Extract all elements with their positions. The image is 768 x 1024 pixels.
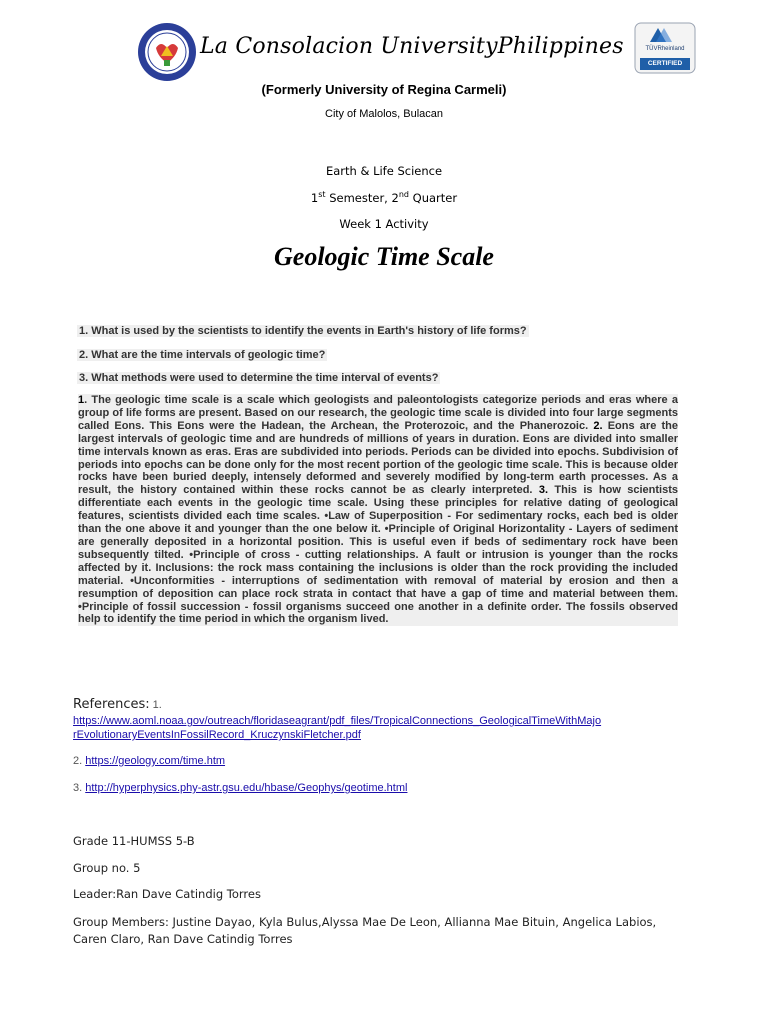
page-title: Geologic Time Scale (274, 242, 494, 271)
grade-section: Grade 11-HUMSS 5-B (73, 834, 195, 848)
tuv-certified: CERTIFIED (647, 60, 683, 67)
tuv-certified-badge (634, 22, 696, 74)
week-line: Week 1 Activity (339, 217, 429, 231)
reference-number-1: 1. (149, 699, 162, 711)
answer-number-2: 2. (593, 419, 603, 432)
answer-text-2: Eons are the largest intervals of geologic time and are hundreds of millions of years in duration. Eons are divided into smaller time intervals known as eras. Eras are subdivided into periods. Periods can be divided into epochs. Subdivision of periods into epochs can be done only for the most recent portion of the geologic time scale. This is because older rocks have been buried deeply, intensely deformed and severely modified by long-term earth processes. As a result, the history contained within these rocks cannot be as clearly interpreted. (78, 419, 678, 497)
question-2: 2. What are the time intervals of geologic time? (79, 349, 326, 361)
question-3: 3. What methods were used to determine the time interval of events? (79, 372, 439, 384)
city-location: City of Malolos, Bulacan (325, 108, 443, 120)
reference-number-3: 3. (73, 782, 86, 794)
answer-text-1: . The geologic time scale is a scale which geologists and paleontologists categorize periods and eras where a group of life forms are present. Based on our research, the geologic time scale is divided into four large segments called Eons. This Eons were the Hadean, the Archean, the Proterozoic, and the Phanerozoic. (78, 394, 678, 432)
university-name: La Consolacion UniversityPhilippines (200, 34, 624, 59)
semester-label: Semester, (325, 190, 392, 205)
question-1: 1. What is used by the scientists to identify the events in Earth's history of life forms? (79, 325, 527, 337)
quarter-suffix: nd (398, 190, 409, 199)
formerly-name: (Formerly University of Regina Carmeli) (261, 82, 507, 97)
group-members: Group Members: Justine Dayao, Kyla Bulus,Alyssa Mae De Leon, Allianna Mae Bituin, Angelica Labios, Caren Claro, Ran Dave Catindig Torres (73, 915, 657, 946)
reference-number-2: 2. (73, 755, 86, 767)
references-heading: References: (73, 697, 150, 712)
answer-paragraph (78, 394, 678, 626)
semester-suffix: st (318, 190, 326, 199)
quarter-number: 2 (391, 190, 399, 205)
university-seal-logo (137, 22, 197, 82)
group-number: Group no. 5 (73, 861, 141, 875)
answer-number-3: 3. (538, 484, 549, 497)
answer-text-3: This is how scientists differentiate each events in the geologic time scale. Using these principles for relative dating of geological features, scientists divided each time scales. •Law of Superposition - For sedimentary rocks, each bed is older than the one above it and younger than the one below it. •Principle of Original Horizontality - Layers of sediment are generally deposited in a horizontal position. This is useful even if beds of sedimentary rock have been subsequently tilted. •Principle of cross - cutting relationships. A fault or intrusion is younger than the rocks affected by it. Inclusions: the rock mass containing the inclusions is older than the rock providing the included material. •Unconformities - interruptions of sedimentation with removal of material by erosion and then a resumption of deposition can place rock strata in contact that have a gap of time and material between them. •Principle of fossil succession - fossil organisms succeed one another in a definite order. The fossils observed help to identify the time period in which the organism lived. (78, 484, 678, 626)
reference-link-1-line1[interactable]: https://www.aoml.noaa.gov/outreach/floridaseagrant/pdf_files/TropicalConnections_GeologicalTimeWithMajo (73, 715, 602, 727)
semester-number: 1 (310, 190, 319, 205)
reference-link-2[interactable]: https://geology.com/time.htm (85, 755, 226, 767)
reference-link-1-line2[interactable]: rEvolutionaryEventsInFossilRecord_KruczynskiFletcher.pdf (73, 729, 361, 741)
reference-link-3[interactable]: http://hyperphysics.phy-astr.gsu.edu/hbase/Geophys/geotime.html (85, 782, 408, 794)
subject-line: Earth & Life Science (325, 164, 443, 178)
semester-line (0, 190, 768, 205)
answer-number-1: 1 (78, 394, 85, 406)
quarter-label: Quarter (408, 190, 458, 205)
tuv-name: TÜVRheinland (645, 46, 685, 52)
group-leader: Leader:Ran Dave Catindig Torres (73, 887, 261, 901)
